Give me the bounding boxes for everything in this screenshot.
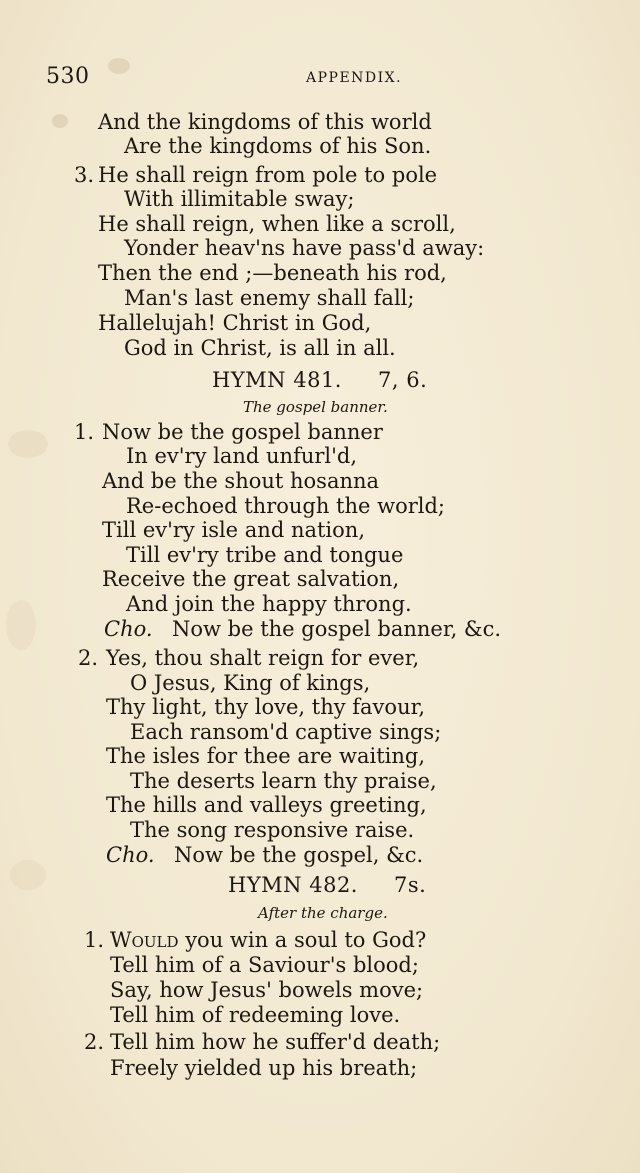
chorus-label: Cho. [106, 843, 155, 867]
paper-stain [8, 430, 48, 458]
page-header [46, 64, 594, 94]
page-number: 530 [46, 64, 90, 89]
verse-line: With illimitable sway; [124, 187, 355, 211]
verse-line: Tell him of redeeming love. [110, 1003, 401, 1027]
verse-line: In ev'ry land unfurl'd, [126, 444, 358, 468]
stanza-number: 1. [74, 420, 95, 444]
verse-line: And be the shout hosanna [102, 469, 380, 493]
verse-line: Man's last enemy shall fall; [124, 286, 415, 310]
verse-line: Yonder heav'ns have pass'd away: [124, 236, 485, 260]
verse-line: Yes, thou shalt reign for ever, [106, 646, 420, 670]
paper-stain [52, 114, 68, 128]
verse-line: Thy light, thy love, thy favour, [106, 695, 425, 719]
verse-line: Then the end ;—beneath his rod, [98, 261, 447, 285]
hymn-481-meter: 7, 6. [378, 368, 428, 392]
verse-line: Hallelujah! Christ in God, [98, 311, 372, 335]
verse-line: God in Christ, is all in all. [124, 336, 396, 360]
verse-line: Freely yielded up his breath; [110, 1056, 418, 1080]
paper-stain [10, 860, 46, 890]
stanza-number: 3. [74, 163, 95, 187]
hymn-481-subtitle: The gospel banner. [243, 398, 388, 416]
verse-line: He shall reign, when like a scroll, [98, 212, 456, 236]
verse-line: Receive the great salvation, [102, 567, 400, 591]
verse-line [110, 928, 426, 952]
verse-line: And join the happy throng. [126, 592, 412, 616]
verse-line: And the kingdoms of this world [98, 110, 432, 134]
verse-line: Till ev'ry tribe and tongue [126, 543, 404, 567]
running-head: APPENDIX. [306, 70, 403, 86]
verse-line: Tell him how he suffer'd death; [110, 1030, 441, 1054]
verse-line: He shall reign from pole to pole [98, 163, 438, 187]
verse-line: Say, how Jesus' bowels move; [110, 978, 424, 1002]
verse-line: The song responsive raise. [130, 818, 415, 842]
verse-line: Each ransom'd captive sings; [130, 720, 442, 744]
paper-stain [6, 600, 36, 650]
hymn-481-title: HYMN 481. [212, 368, 342, 392]
verse-line: The isles for thee are waiting, [106, 744, 426, 768]
hymn-482-subtitle: After the charge. [258, 904, 388, 922]
stanza-number: 2. [78, 646, 99, 670]
hymn-482-meter: 7s. [394, 873, 427, 897]
stanza-number: 1. [84, 928, 105, 952]
hymn-482-title: HYMN 482. [228, 873, 358, 897]
verse-line: Re-echoed through the world; [126, 494, 446, 518]
chorus-text: Now be the gospel banner, &c. [172, 617, 502, 641]
stanza-number: 2. [84, 1030, 105, 1054]
first-line-rest: you win a soul to God? [178, 928, 427, 952]
verse-line: Till ev'ry isle and nation, [102, 518, 365, 542]
verse-line: The deserts learn thy praise, [130, 769, 437, 793]
chorus-label: Cho. [104, 617, 153, 641]
first-word: Would [110, 928, 179, 952]
verse-line: Now be the gospel banner [102, 420, 383, 444]
verse-line: Are the kingdoms of his Son. [124, 134, 432, 158]
verse-line: The hills and valleys greeting, [106, 793, 427, 817]
verse-line: O Jesus, King of kings, [130, 671, 371, 695]
verse-line: Tell him of a Saviour's blood; [110, 953, 419, 977]
chorus-text: Now be the gospel, &c. [174, 843, 424, 867]
